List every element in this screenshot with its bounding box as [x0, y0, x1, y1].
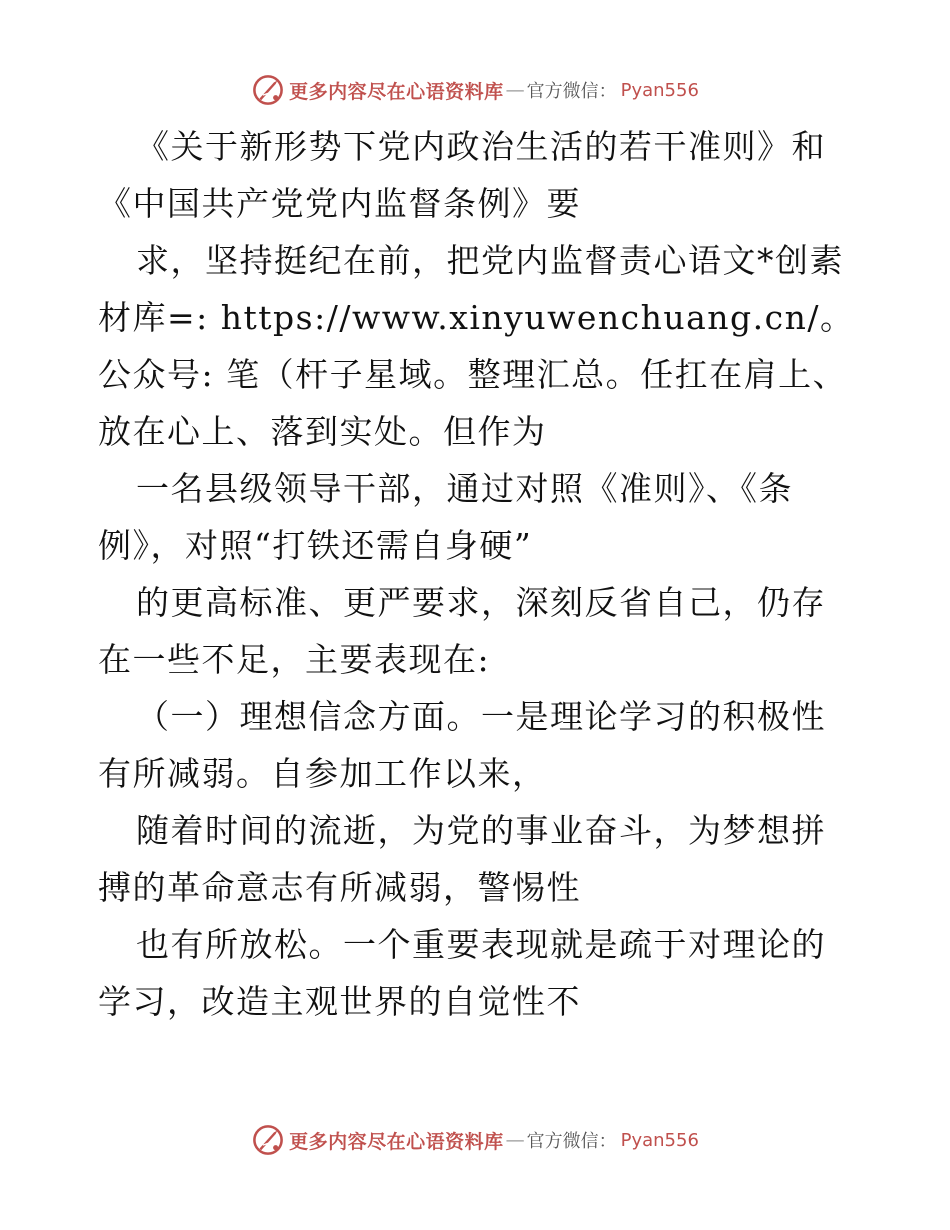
banner-wechat-id: Pyan556	[620, 79, 699, 101]
banner-slogan: 更多内容尽在心语资料库	[289, 1130, 504, 1153]
banner-separator: —	[505, 79, 525, 101]
footer-banner	[0, 1120, 950, 1160]
quill-logo-icon	[251, 73, 285, 107]
paragraph: 的更高标准、更严要求，深刻反省自己，仍存在一些不足，主要表现在:	[98, 583, 826, 679]
paragraph: 求，坚持挺纪在前，把党内监督责心语文*创素材库=: https://www.xinyuwenchuang.cn/。公众号: 笔（杆子星域。整理汇总。任扛在肩上、放在心上、落到实处。但作为	[98, 241, 855, 451]
banner-wechat-label: 官方微信：	[526, 81, 617, 102]
banner-slogan: 更多内容尽在心语资料库	[289, 80, 504, 103]
paragraph: （一）理想信念方面。一是理论学习的积极性有所减弱。自参加工作以来，	[98, 697, 826, 793]
banner-wechat-id: Pyan556	[620, 1129, 699, 1151]
document-body	[98, 118, 858, 1030]
banner-wechat-label: 官方微信：	[526, 1131, 617, 1152]
quill-logo-icon	[251, 1123, 285, 1157]
paragraph: 随着时间的流逝，为党的事业奋斗，为梦想拼搏的革命意志有所减弱，警惕性	[98, 811, 826, 907]
banner-separator: —	[505, 1129, 525, 1151]
header-banner	[0, 70, 950, 110]
paragraph: 一名县级领导干部，通过对照《准则》、《条例》，对照“打铁还需自身硬”	[98, 469, 793, 565]
paragraph: 也有所放松。一个重要表现就是疏于对理论的学习，改造主观世界的自觉性不	[98, 925, 826, 1021]
paragraph: 《关于新形势下党内政治生活的若干准则》和《中国共产党党内监督条例》要	[98, 127, 826, 223]
